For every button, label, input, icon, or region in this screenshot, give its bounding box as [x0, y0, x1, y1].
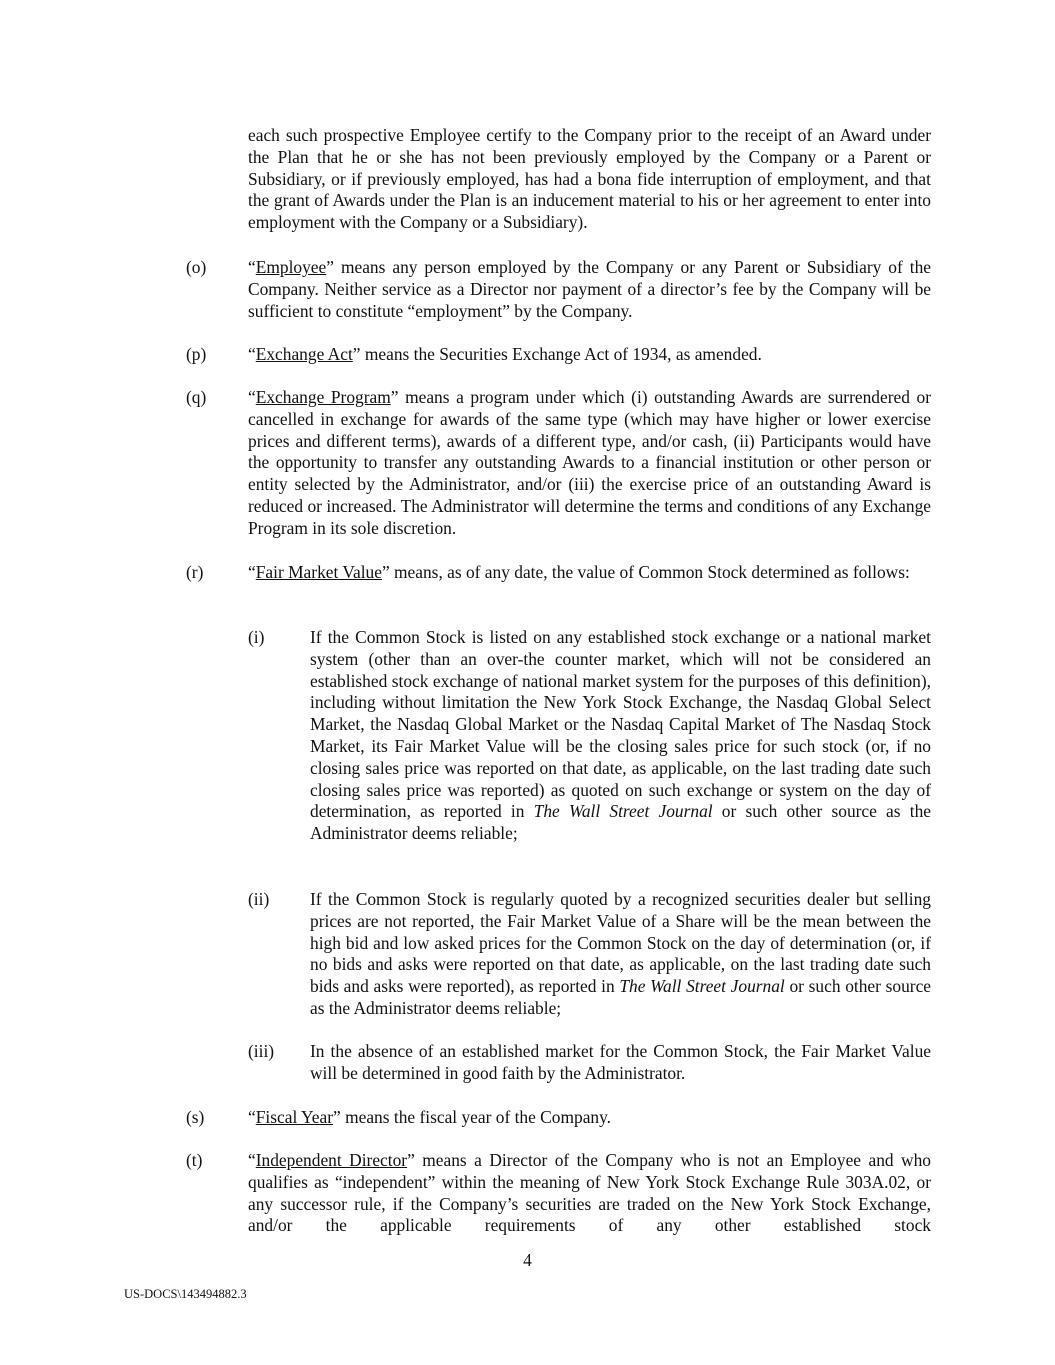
item-label: (p)	[186, 344, 207, 364]
defined-term: Exchange Act	[255, 344, 353, 364]
open-quote: “	[248, 257, 256, 277]
definition-text: ” means the Securities Exchange Act of 1934, as amended.	[352, 344, 762, 364]
subclause-body: In the absence of an established market for the Common Stock, the Fair Market Value will be determined in good faith by the Administrator.	[310, 1041, 931, 1083]
subclause-label: (ii)	[248, 889, 270, 909]
subclause-body	[310, 627, 931, 845]
open-quote: “	[248, 1107, 256, 1127]
defined-term: Independent Director	[255, 1150, 408, 1170]
open-quote: “	[248, 387, 256, 407]
subclause-label: (iii)	[248, 1041, 275, 1061]
definition-body	[248, 562, 931, 584]
subclause-text: If the Common Stock is listed on any established stock exchange or a national market system (other than an over-the counter market, which will not be considered an established stock exchange of national market system for the purposes of this definition), including without limitation the New York Stock Exchange, the Nasdaq Global Select Market, the Nasdaq Global Market or the Nasdaq Capital Market of The Nasdaq Stock Market, its Fair Market Value will be the closing sales price for such stock (or, if no closing sales price was reported on that date, as applicable, on the last trading date such closing sales price was reported) as quoted on such exchange or system on the day of determination, as reported in	[310, 627, 931, 822]
defined-term: Employee	[255, 257, 327, 277]
page-number: 4	[523, 1250, 532, 1270]
definition-text: ” means, as of any date, the value of Common Stock determined as follows:	[381, 562, 910, 582]
publication-title: The Wall Street Journal	[533, 801, 713, 822]
open-quote: “	[248, 344, 256, 364]
subclause-body	[310, 889, 931, 1020]
definition-body	[248, 257, 931, 322]
publication-title: The Wall Street Journal	[619, 976, 785, 997]
definition-body	[248, 1150, 931, 1237]
definition-body	[248, 344, 931, 366]
definition-text: ” means a Director of the Company who is not an Employee and who qualifies as “independent” within the meaning of New York Stock Exchange Rule 303A.02, or any successor rule, if the Company’s securities are traded on the New York Stock Exchange, and/or the applicable requirements of any other established stock	[248, 1150, 931, 1236]
definition-text: ” means a program under which (i) outstanding Awards are surrendered or cancelled in exchange for awards of the same type (which may have higher or lower exercise prices and different terms), awards of a different type, and/or cash, (ii) Participants would have the opportunity to transfer any outstanding Awards to a financial institution or other person or entity selected by the Administrator, and/or (iii) the exercise price of an outstanding Award is reduced or increased. The Administrator will determine the terms and conditions of any Exchange Program in its sole discretion.	[248, 387, 931, 538]
defined-term: Exchange Program	[255, 387, 391, 407]
open-quote: “	[248, 1150, 256, 1170]
continuation-paragraph: each such prospective Employee certify to the Company prior to the receipt of an Award under the Plan that he or she has not been previously employed by the Company or a Parent or Subsidiary, or if previously employed, has had a bona fide interruption of employment, and that the grant of Awards under the Plan is an inducement material to his or her agreement to enter into employment with the Company or a Subsidiary).	[248, 125, 931, 233]
item-label: (r)	[186, 562, 204, 582]
subclause-label: (i)	[248, 627, 265, 647]
item-label: (s)	[186, 1107, 205, 1127]
item-label: (o)	[186, 257, 207, 277]
definition-text: ” means the fiscal year of the Company.	[333, 1107, 612, 1127]
definition-body	[248, 1107, 931, 1129]
defined-term: Fair Market Value	[255, 562, 382, 582]
open-quote: “	[248, 562, 256, 582]
item-label: (t)	[186, 1150, 203, 1170]
defined-term: Fiscal Year	[255, 1107, 334, 1127]
subclause-text: If the Common Stock is regularly quoted by a recognized securities dealer but selling prices are not reported, the Fair Market Value of a Share will be the mean between the high bid and low asked prices for the Common Stock on the day of determination (or, if no bids and asks were reported on that date, as applicable, on the last trading date such bids and asks were reported), as reported in	[310, 889, 931, 997]
subclause-text-end: or such other source as the Administrator deems reliable;	[310, 801, 931, 844]
definition-text: ” means any person employed by the Company or any Parent or Subsidiary of the Company. Neither service as a Director nor payment of a director’s fee by the Company will be sufficient to constitute “employment” by the Company.	[248, 257, 931, 321]
document-id: US-DOCS\143494882.3	[124, 1287, 247, 1301]
item-label: (q)	[186, 387, 207, 407]
definition-body	[248, 387, 931, 540]
subclause-text-end: or such other source as the Administrator deems reliable;	[310, 976, 932, 1018]
